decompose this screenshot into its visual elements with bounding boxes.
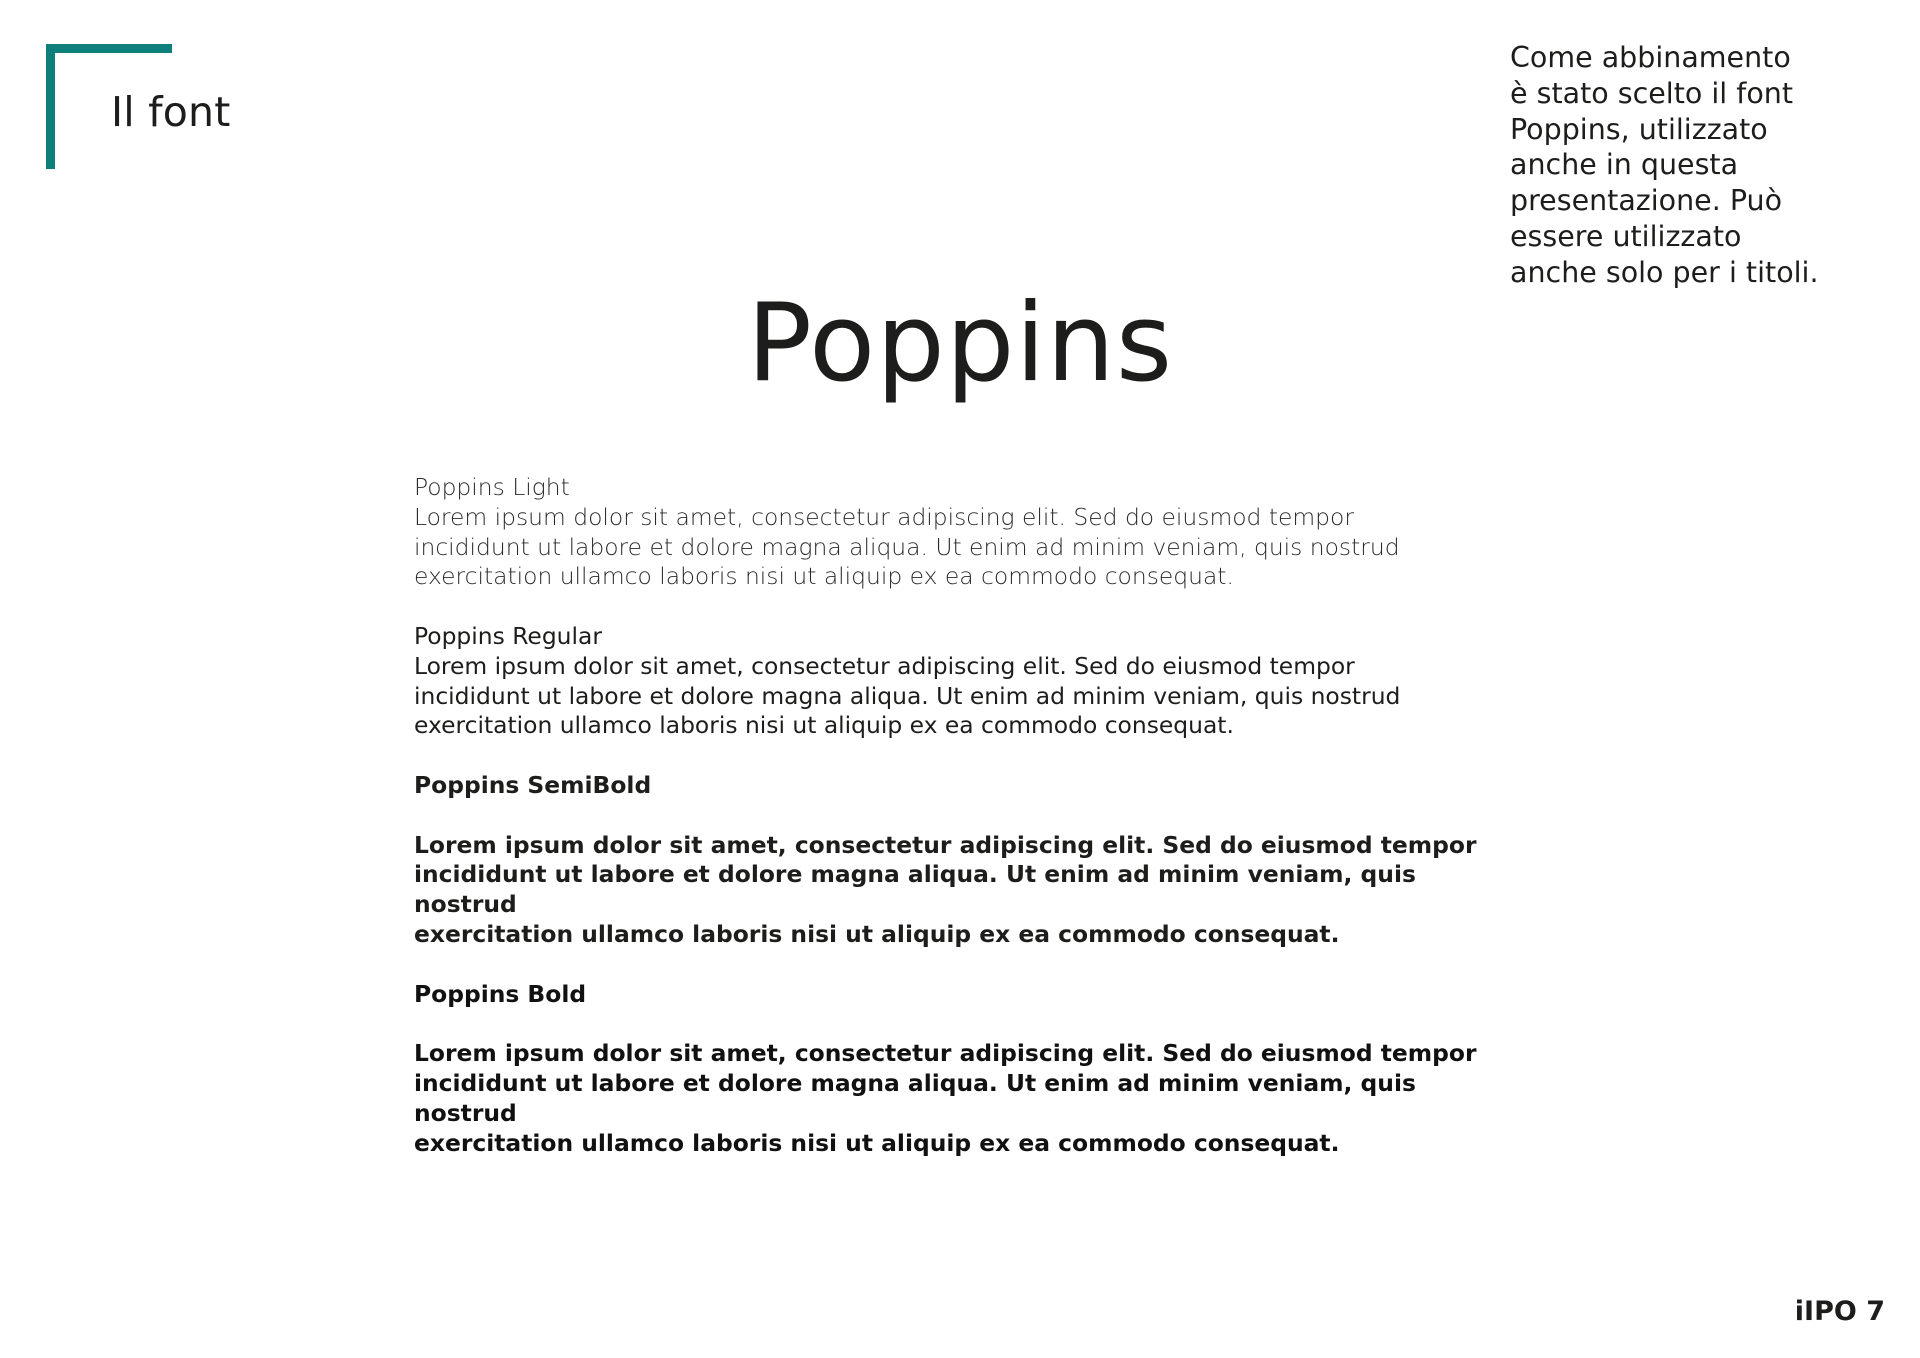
sample-text: Lorem ipsum dolor sit amet, consectetur adipiscing elit. Sed do eiusmod tempor incididunt ut labore et dolore magna aliqua. Ut enim ad minim veniam, quis nostrud exercitation ullamco laboris nisi ut aliquip ex ea commodo consequat. — [414, 502, 1400, 591]
font-samples — [414, 473, 1524, 1188]
side-note-text: Come abbinamento è stato scelto il font Poppins, utilizzato anche in questa presentazione. Può essere utilizzato anche solo per i titoli. — [1510, 41, 1819, 289]
sample-label: Poppins Light — [414, 473, 570, 501]
section-title: Il font — [111, 88, 231, 136]
sample-label: Poppins SemiBold — [414, 770, 652, 799]
spacer — [414, 1009, 1524, 1039]
sample-bold — [414, 980, 1524, 1159]
sample-regular — [414, 622, 1524, 741]
page-number: iIPO 7 — [1794, 1296, 1885, 1327]
sample-label: Poppins Bold — [414, 979, 587, 1008]
sample-text: Lorem ipsum dolor sit amet, consectetur adipiscing elit. Sed do eiusmod tempor incididunt ut labore et dolore magna aliqua. Ut enim ad minim veniam, quis nostrud exercitation ullamco laboris nisi ut aliquip ex ea commodo consequat. — [414, 1039, 1477, 1157]
sample-semibold — [414, 771, 1524, 950]
sample-label: Poppins Regular — [414, 621, 602, 650]
font-name-display: Poppins — [746, 281, 1174, 406]
spacer — [414, 801, 1524, 831]
sample-text: Lorem ipsum dolor sit amet, consectetur adipiscing elit. Sed do eiusmod tempor incididunt ut labore et dolore magna aliqua. Ut enim ad minim veniam, quis nostrud exercitation ullamco laboris nisi ut aliquip ex ea commodo consequat. — [414, 830, 1477, 948]
sample-text: Lorem ipsum dolor sit amet, consectetur adipiscing elit. Sed do eiusmod tempor incididunt ut labore et dolore magna aliqua. Ut enim ad minim veniam, quis nostrud exercitation ullamco laboris nisi ut aliquip ex ea commodo consequat. — [414, 651, 1401, 740]
sample-light — [414, 473, 1524, 592]
